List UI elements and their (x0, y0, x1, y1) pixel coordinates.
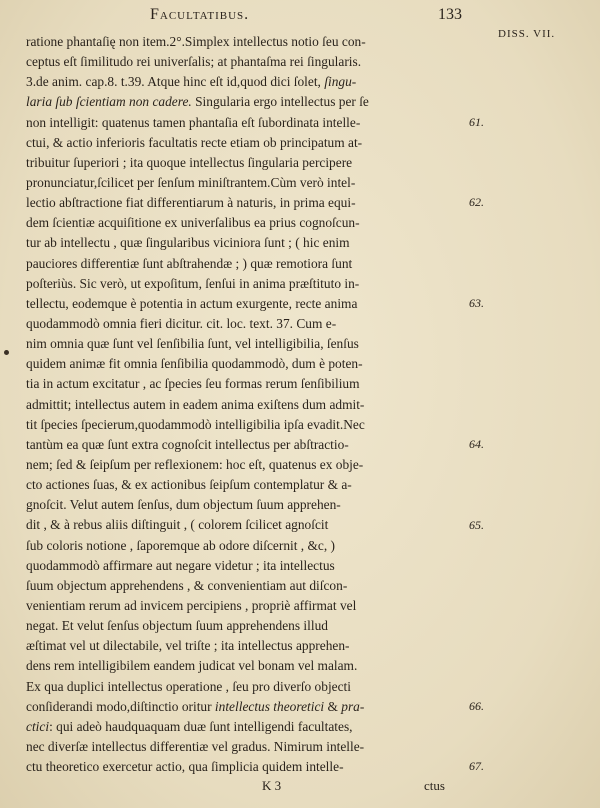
line-text: pauciores differentiæ ſunt abſtrahendæ ; ) quæ remotiora ſunt (26, 255, 353, 271)
margin-number: 67. (469, 759, 484, 774)
line-text: ſuum objectum apprehendens , & convenientiam aut diſcon- (26, 577, 348, 593)
margin-number: 66. (469, 698, 484, 713)
italic-text: intellectus theoretici (214, 698, 325, 714)
line-text: æſtimat vel ut dilectabile, vel triſte ; ita intellectus apprehen- (26, 638, 350, 654)
signature-mark: K 3 (262, 778, 282, 793)
text-line (26, 213, 494, 233)
line-text: tit ſpecies ſpecierum,quodammodò intelligibilia ipſa evadit.Nec (26, 416, 365, 432)
italic-text: ctici (26, 718, 50, 734)
text-line (26, 475, 494, 495)
line-text: negat. Et velut ſenſus objectum ſuum apprehendens illud (26, 618, 328, 634)
text-line (26, 415, 494, 435)
text-line (26, 153, 494, 173)
text-line (26, 556, 494, 576)
line-text: ctui, & actio inferioris facultatis recte etiam ob principatum at- (26, 134, 363, 150)
text-line (26, 274, 494, 294)
line-text: ſub coloris notione , ſaporemque ab odore diſcernit , &c, ) (26, 537, 336, 553)
text-line (26, 515, 494, 535)
line-text: dem ſcientiæ acquiſitione ex univerſalibus ea prius cognoſcun- (26, 215, 360, 231)
line-text: tia in actum excitatur , ac ſpecies ſeu formas rerum ſenſibilium (26, 376, 360, 392)
line-text: nim omnia quæ ſunt vel ſenſibilia ſunt, vel intelligibilia, ſenſus (26, 336, 359, 352)
text-line (26, 233, 494, 253)
page-number: 133 (438, 6, 462, 23)
text-line (26, 254, 494, 274)
line-text: dens rem intelligibilem eandem judicat vel bonam vel malam. (26, 658, 358, 674)
text-line (26, 717, 494, 737)
line-text: Ex qua duplici intellectus operatione , ſeu pro diverſo objecti (26, 678, 351, 694)
text-line (26, 133, 494, 153)
line-text: conſiderandi modo,diſtinctio oritur (26, 698, 215, 714)
text-line (26, 495, 494, 515)
text-line (26, 737, 494, 757)
text-line (26, 314, 494, 334)
text-line (26, 757, 494, 777)
text-line (26, 536, 494, 556)
line-text: & (324, 698, 342, 714)
italic-text: laria ſub ſcientiam non cadere. (26, 94, 192, 110)
line-text: lectio abſtractione fiat differentiarum à naturis, in prima equi- (26, 195, 356, 211)
line-text: quidem animæ fit omnia ſenſibilia quodammodò, dum è poten- (26, 356, 363, 372)
running-title: Facultatibus. (150, 6, 250, 23)
margin-number: 64. (469, 437, 484, 451)
line-text: dit , & à rebus aliis diſtinguit , ( colorem ſcilicet agnoſcit (26, 517, 329, 533)
line-text: cto actiones ſuas, & ex actionibus ſeipſum contemplatur & a- (26, 477, 352, 493)
text-line (26, 697, 494, 717)
text-line (26, 173, 494, 193)
line-text: pronunciatur,ſcilicet per ſenſum miniſtrantem.Cùm verò intel- (26, 174, 356, 190)
line-text: ceptus eſt ſimilitudo rei univerſalis; at phantaſma rei ſingularis. (26, 54, 362, 70)
text-line (26, 656, 494, 676)
line-text: quodammodò omnia fieri dicitur. cit. loc. text. 37. Cum e- (26, 315, 337, 331)
margin-number: 63. (469, 295, 484, 310)
line-text: gnoſcit. Velut autem ſenſus, dum objectum ſuum apprehen- (26, 497, 341, 513)
line-text: tur ab intellectu , quæ ſingularibus viciniora ſunt ; ( hic enim (26, 235, 350, 251)
text-line (26, 193, 494, 213)
text-line (26, 374, 494, 394)
line-text: tellectu, eodemque è potentia in actum exurgente, recte anima (26, 295, 358, 311)
line-text: poſteriùs. Sic verò, ut expoſitum, ſenſui in anima præſtituto in- (26, 275, 360, 291)
line-text: 3.de anim. cap.8. t.39. Atque hinc eſt id,quod dici ſolet, (26, 74, 325, 90)
text-line (26, 576, 494, 596)
line-text: nec diverſæ intellectus differentiæ vel gradus. Nimirum intelle- (26, 738, 365, 754)
line-text: tantùm ea quæ ſunt extra cognoſcit intellectus per abſtractio- (26, 436, 349, 452)
line-text: : qui adeò haudquaquam duæ ſunt intelligendi facultates, (49, 718, 353, 734)
ink-mark (4, 350, 9, 355)
text-line (26, 395, 494, 415)
text-line (26, 72, 494, 92)
text-line (26, 354, 494, 374)
text-line (26, 616, 494, 636)
line-text: non intelligit: quatenus tamen phantaſia eſt ſubordinata intelle- (26, 114, 361, 130)
text-line (26, 677, 494, 697)
text-line (26, 32, 494, 52)
line-text: ctu theoretico exercetur actio, qua ſimplicia quidem intelle- (26, 759, 344, 775)
text-line (26, 596, 494, 616)
text-line (26, 294, 494, 314)
catchword: ctus (424, 778, 445, 793)
line-text: Singularia ergo intellectus per ſe (191, 94, 369, 110)
line-text: nem; ſed & ſeipſum per reflexionem: hoc eſt, quatenus ex obje- (26, 456, 364, 472)
italic-text: pra- (341, 698, 365, 714)
line-text: venientiam rerum ad invicem percipiens , propriè affirmat vel (26, 597, 357, 613)
line-text: admittit; intellectus autem in eadem anima exiſtens dum admit- (26, 396, 365, 412)
body-text (26, 32, 494, 777)
margin-number: 62. (469, 195, 484, 210)
text-line (26, 334, 494, 354)
text-line (26, 636, 494, 656)
text-line (26, 455, 494, 475)
text-line (26, 52, 494, 72)
dissertation-label: DISS. VII. (498, 28, 556, 40)
text-line (26, 435, 494, 455)
margin-number: 65. (469, 517, 484, 532)
line-text: quodammodò affirmare aut negare videtur ; ita intellectus (26, 557, 335, 573)
line-text: tribuitur ſuperiori ; ita quoque intellectus ſingularia percipere (26, 154, 353, 170)
italic-text: ſingu- (324, 74, 357, 90)
line-text: ratione phantaſię non item.2°.Simplex intellectus notio ſeu con- (26, 34, 366, 49)
margin-number: 61. (469, 114, 484, 129)
text-line (26, 113, 494, 133)
page-footer (0, 778, 600, 798)
text-line (26, 92, 494, 112)
page-header (0, 6, 600, 40)
